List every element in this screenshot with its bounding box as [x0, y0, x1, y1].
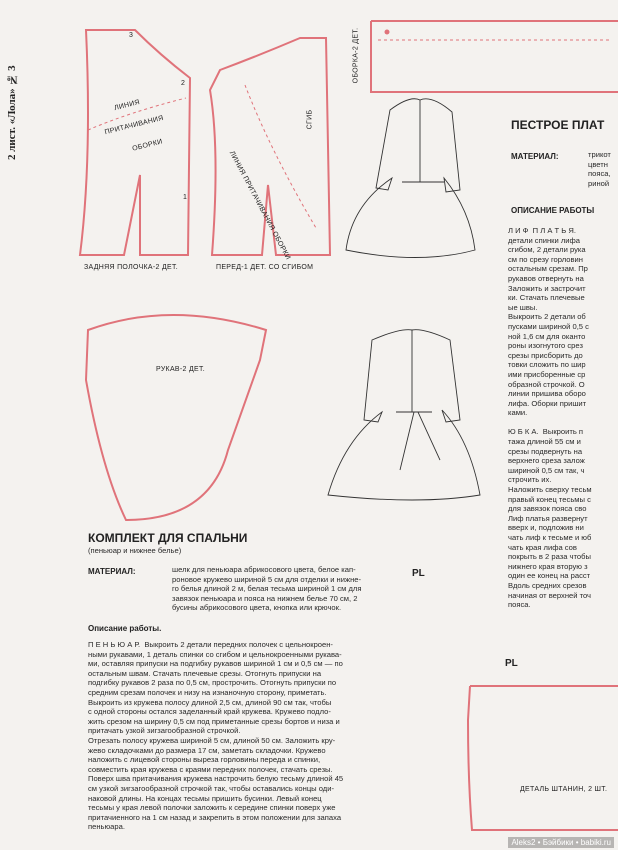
set-subtitle: (пеньюар и нижнее белье): [88, 546, 182, 555]
dress-sketch-back: [328, 330, 480, 500]
side-title: 2 лист. «Лола» № 3: [6, 65, 18, 160]
set-work-title: Описание работы.: [88, 624, 162, 633]
fold-label: СГИБ: [306, 109, 314, 130]
set-body: П Е Н Ь Ю А Р. Выкроить 2 детали передних полочек с цельнокроен- ными рукавами, 1 деталь спинки со сгибом и цельнокроенными рукава- ми, оставляя припуски на подгибку рукавов шириной 1 см и 0,5 см — по остальным швам. Стачать плечевые срезы. Отогнуть припуски на подгибку рукавов 2 раза по 0,5 см, прострочить. Отогнуть припуски по средним срезам полочек и низу на изнаночную сторону, приметать. Выкроить из кружева полосу длиной 2,5 см, длиной 90 см так, чтобы с одной стороны остался заделанный край кружева. Кружево подло- жить срезом на ширину 0,5 см под приметанные срезы бортов и низа и притачать узкой зигзагообразной строчкой. Отрезать полосу кружева шириной 5 см, длиной 50 см. Заложить кру- жевo складочками до размера 17 см, заметать складочки. Кружево наложить с лицевой стороны выреза горловины переда и спинки, совместить края кружева с краями передних полочек, стачать срезы. Поверх шва притачивания кружева настрочить белую тесьму длиной 45 см узкой зигзагообразной строчкой так, чтобы оставались концы оди- наковой длины. На концах тесьмы пришить бусинки. Левый конец тесьмы у края левой полочки заложить к середине спинки поверх уже притачиенного на 1 см назад и закрепить в этом положении для запаха пеньюара.: [88, 640, 344, 832]
diagonal-attach-label: ЛИНИЯ ПРИТАЧИВАНИЯ ОБОРКИ: [227, 150, 292, 262]
right-title: ПЕСТРОЕ ПЛАТ: [511, 118, 605, 132]
trouser-piece: [468, 686, 618, 830]
set-title: КОМПЛЕКТ ДЛЯ СПАЛЬНИ: [88, 531, 248, 545]
pl-mark-right: PL: [505, 658, 518, 669]
ruffle-label: ОБОРКИ: [131, 138, 164, 153]
notch-1-label: 1: [183, 194, 188, 201]
set-material-text: шелк для пеньюара абрикосового цвета, белое кап- роновое кружево шириной 5 см для отделки и нижне- го белья длиной 2 м, белая тесьма шириной 1 см для завязок пеньюара и пояса на нижнем белье 70 см, 2 бусины абрикосового цвета, кнопка или крючок.: [172, 565, 362, 613]
sleeve-piece: [86, 315, 266, 520]
line-label: ЛИНИЯ: [113, 98, 141, 113]
set-material-label: МАТЕРИАЛ:: [88, 567, 136, 576]
ruffle-count-label: ОБОРКА-2 ДЕТ.: [352, 27, 360, 84]
right-body: Л И Ф П Л А Т Ь Я. детали спинки лифа сгибом, 2 детали рука см по срезу горловин остальным срезам. Пр рукавов отвернуть на Заложить и застрочит ки. Стачать плечевые ые швы. Выкроить 2 детали об пусками шириной 0,5 с ной 1,6 см для оканто роны изогнутого срез срезы присборить до товки сложить по шир ими присборенные ср образной строчкой. О линии пришива оборо лифа. Оборки пришит ками. Ю Б К А. Выкроить п тажа длиной 55 см и срезы подвернуть на верхнего среза залож шириной 0,5 см так, ч строчить их. Наложить сверху тесьм правый конец тесьмы с для завязок пояса сво Лиф платья развернут вверх и, подложив ни чать лиф к тесьме и юб чать края лифа сов покрыть в 2 раза чтобы нижнего края вторую з один ее конец на расст Вдоль средних срезов начиная от верхней точ пояса.: [508, 226, 592, 610]
back-piece-label: ЗАДНЯЯ ПОЛОЧКА-2 ДЕТ.: [84, 264, 178, 271]
right-work-title: ОПИСАНИЕ РАБОТЫ: [511, 206, 595, 215]
dress-sketch-front: [346, 99, 475, 258]
ruffle-strip: [371, 21, 618, 92]
attach-label: ПРИТАЧИВАНИЯ: [104, 114, 165, 137]
pl-mark-center: PL: [412, 568, 425, 579]
right-material-text: трикот цветн пояса, риной: [588, 150, 611, 188]
front-piece-label: ПЕРЕД-1 ДЕТ. СО СГИБОМ: [216, 264, 314, 271]
trouser-label: ДЕТАЛЬ ШТАНИН, 2 ШТ.: [520, 786, 608, 793]
sleeve-piece-label: РУКАВ-2 ДЕТ.: [156, 366, 206, 373]
footer-watermark: Aleks2 • Бэйбики • babiki.ru: [508, 837, 614, 848]
notch-2-label: 2: [181, 80, 186, 87]
right-material-label: МАТЕРИАЛ:: [511, 152, 559, 161]
notch-3-label: 3: [129, 32, 134, 39]
back-bodice-piece: [80, 30, 190, 255]
